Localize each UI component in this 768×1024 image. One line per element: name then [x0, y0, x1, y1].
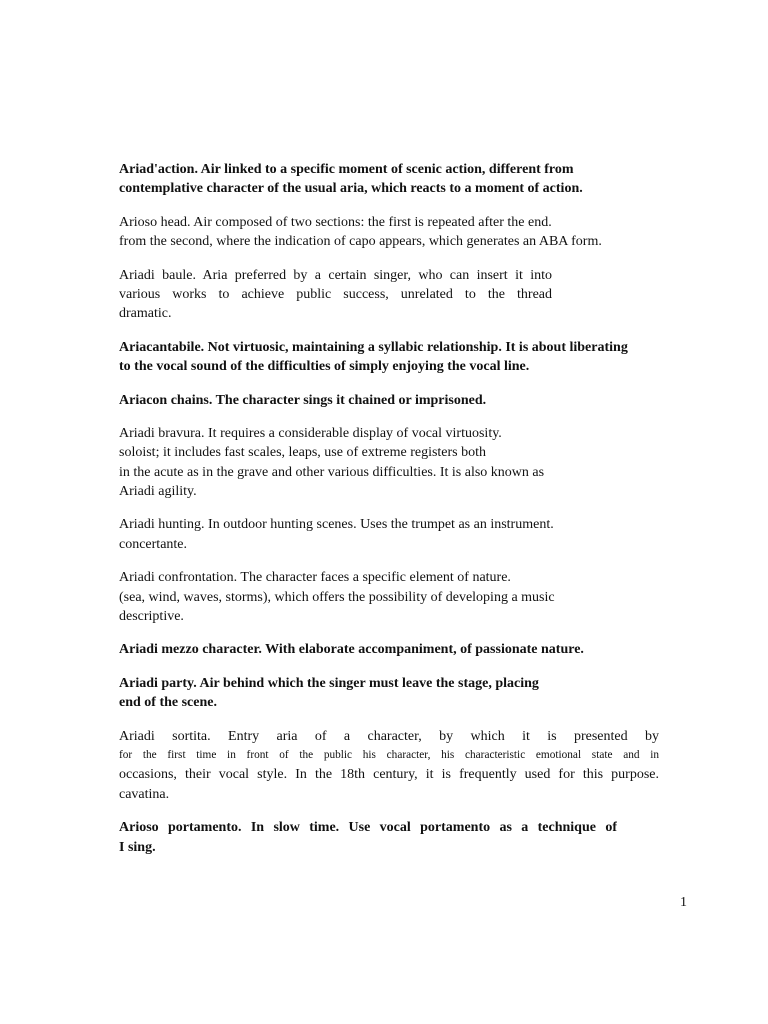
- text-line: Ariadi party. Air behind which the singer must leave the stage, placing: [119, 675, 539, 691]
- text-line: Ariadi confrontation. The character faces a specific element of nature.: [119, 570, 511, 586]
- text-line: for the first time in front of the public his character, his characteristic emotional state and in: [119, 748, 659, 761]
- entry-ariadi-sortita: [119, 727, 679, 805]
- text-line: in the acute as in the grave and other various difficulties. It is also known as: [119, 464, 545, 480]
- entry-ariadi-hunting: [119, 515, 679, 554]
- entry-ariadi-party: [119, 674, 679, 713]
- text-line: Ariad'action. Air linked to a specific moment of scenic action, different from: [119, 162, 574, 177]
- document-body: [119, 160, 679, 871]
- text-line: (sea, wind, waves, storms), which offers the possibility of developing a music: [119, 589, 555, 605]
- entry-arioso-portamento: [119, 818, 679, 857]
- entry-ariadi-bravura: [119, 424, 679, 502]
- text-line: various works to achieve public success, unrelated to the thread: [119, 286, 552, 302]
- text-line: descriptive.: [119, 609, 184, 625]
- text-line: cavatina.: [119, 786, 170, 802]
- text-line: Arioso portamento. In slow time. Use vocal portamento as a technique of: [119, 820, 617, 836]
- text-line: to the vocal sound of the difficulties of simply enjoying the vocal line.: [119, 359, 530, 375]
- text-line: contemplative character of the usual aria, which reacts to a moment of action.: [119, 181, 583, 197]
- text-line: Ariadi mezzo character. With elaborate accompaniment, of passionate nature.: [119, 642, 584, 658]
- entry-ariacantabile: [119, 338, 679, 377]
- text-line: occasions, their vocal style. In the 18th century, it is frequently used for this purpose.: [119, 767, 659, 783]
- text-line: I sing.: [119, 839, 156, 855]
- entry-arioso-head: [119, 213, 679, 252]
- text-line: from the second, where the indication of capo appears, which generates an ABA form.: [119, 234, 602, 250]
- text-line: Ariacantabile. Not virtuosic, maintaining a syllabic relationship. It is about liberating: [119, 339, 628, 355]
- text-line: Arioso head. Air composed of two sections: the first is repeated after the end.: [119, 214, 552, 230]
- entry-ariadi-mezzo-character: [119, 640, 679, 659]
- text-line: end of the scene.: [119, 695, 217, 711]
- text-line: Ariadi agility.: [119, 484, 197, 500]
- entry-ariadi-baule: [119, 266, 679, 324]
- entry-aria-d-action: [119, 160, 679, 199]
- page-number: 1: [680, 895, 687, 910]
- text-line: Ariadi baule. Aria preferred by a certain singer, who can insert it into: [119, 267, 552, 283]
- text-line: dramatic.: [119, 306, 172, 322]
- text-line: concertante.: [119, 536, 188, 552]
- text-line: Ariadi sortita. Entry aria of a character, by which it is presented by: [119, 728, 659, 744]
- text-line: Ariacon chains. The character sings it chained or imprisoned.: [119, 392, 487, 408]
- entry-ariacon-chains: [119, 391, 679, 410]
- text-line: Ariadi hunting. In outdoor hunting scenes. Uses the trumpet as an instrument.: [119, 517, 554, 533]
- entry-ariadi-confrontation: [119, 568, 679, 626]
- text-line: Ariadi bravura. It requires a considerable display of vocal virtuosity.: [119, 425, 502, 441]
- text-line: soloist; it includes fast scales, leaps, use of extreme registers both: [119, 445, 487, 461]
